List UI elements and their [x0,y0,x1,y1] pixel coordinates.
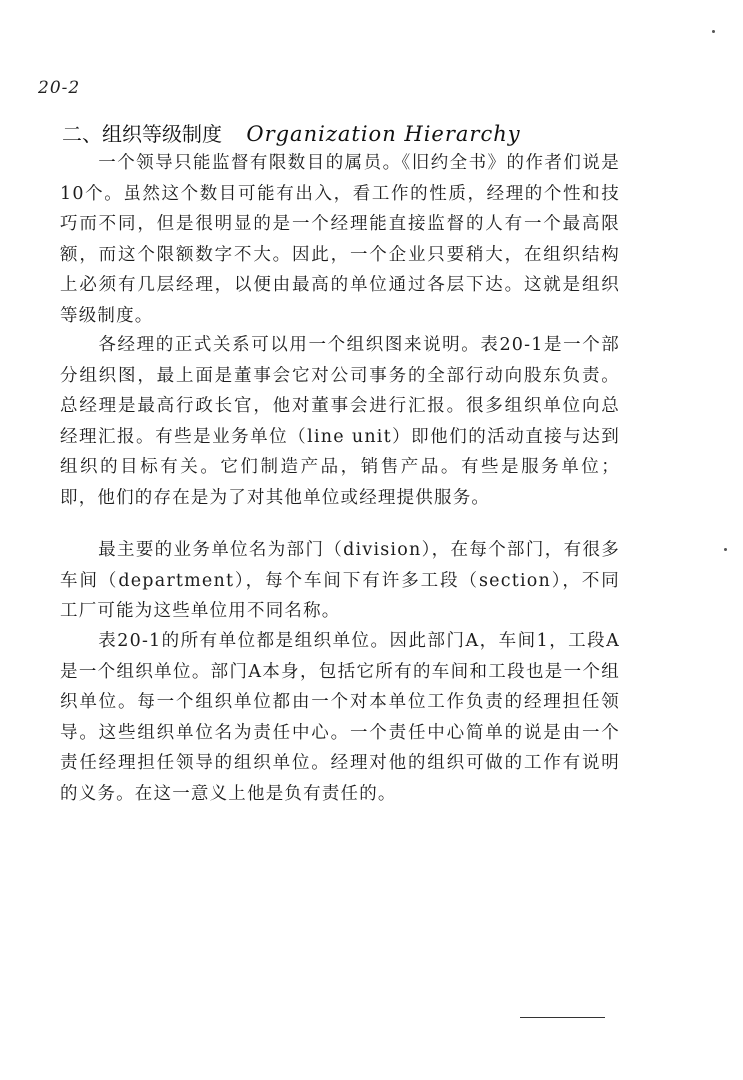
paragraph [60,535,620,627]
scan-speck [724,548,727,551]
paragraph-text: 一个领导只能监督有限数目的属员。《旧约全书》的作者们说是10个。虽然这个数目可能有出入，看工作的性质，经理的个性和技巧而不同，但是很明显的是一个经理能直接监督的人有一个最高限额，而这个限额数字不大。因此，一个企业只要稍大，在组织结构上必须有几层经理，以便由最高的单位通过各层下达。这就是组织等级制度。 [60,153,620,326]
scan-speck [712,30,715,33]
paragraph-text: 表20-1的所有单位都是组织单位。因此部门A，车间1，工段A是一个组织单位。部门A本身，包括它所有的车间和工段也是一个组织单位。每一个组织单位都由一个对本单位工作负责的经理担任领导。这些组织单位名为责任中心。一个责任中心简单的说是由一个责任经理担任领导的组织单位。经理对他的组织可做的工作有说明的义务。在这一意义上他是负有责任的。 [60,631,620,804]
paragraph-text: 各经理的正式关系可以用一个组织图来说明。表20-1是一个部分组织图，最上面是董事会它对公司事务的全部行动向股东负责。总经理是最高行政长官，他对董事会进行汇报。很多组织单位向总经理汇报。有些是业务单位（line unit）即他们的活动直接与达到组织的目标有关。它们制造产品，销售产品。有些是服务单位；即，他们的存在是为了对其他单位或经理提供服务。 [60,335,620,508]
paragraph-text: 最主要的业务单位名为部门（division），在每个部门，有很多车间（department），每个车间下有许多工段（section），不同工厂可能为这些单位用不同名称。 [60,540,620,621]
paragraph [60,626,620,809]
section-heading [62,118,521,147]
paragraph [60,148,620,331]
section-heading-chinese: 二、组织等级制度 [62,122,222,146]
section-heading-english: Organization Hierarchy [246,122,521,146]
bottom-rule-line [520,1017,605,1018]
page-number: 20-2 [38,78,81,98]
paragraph [60,330,620,513]
